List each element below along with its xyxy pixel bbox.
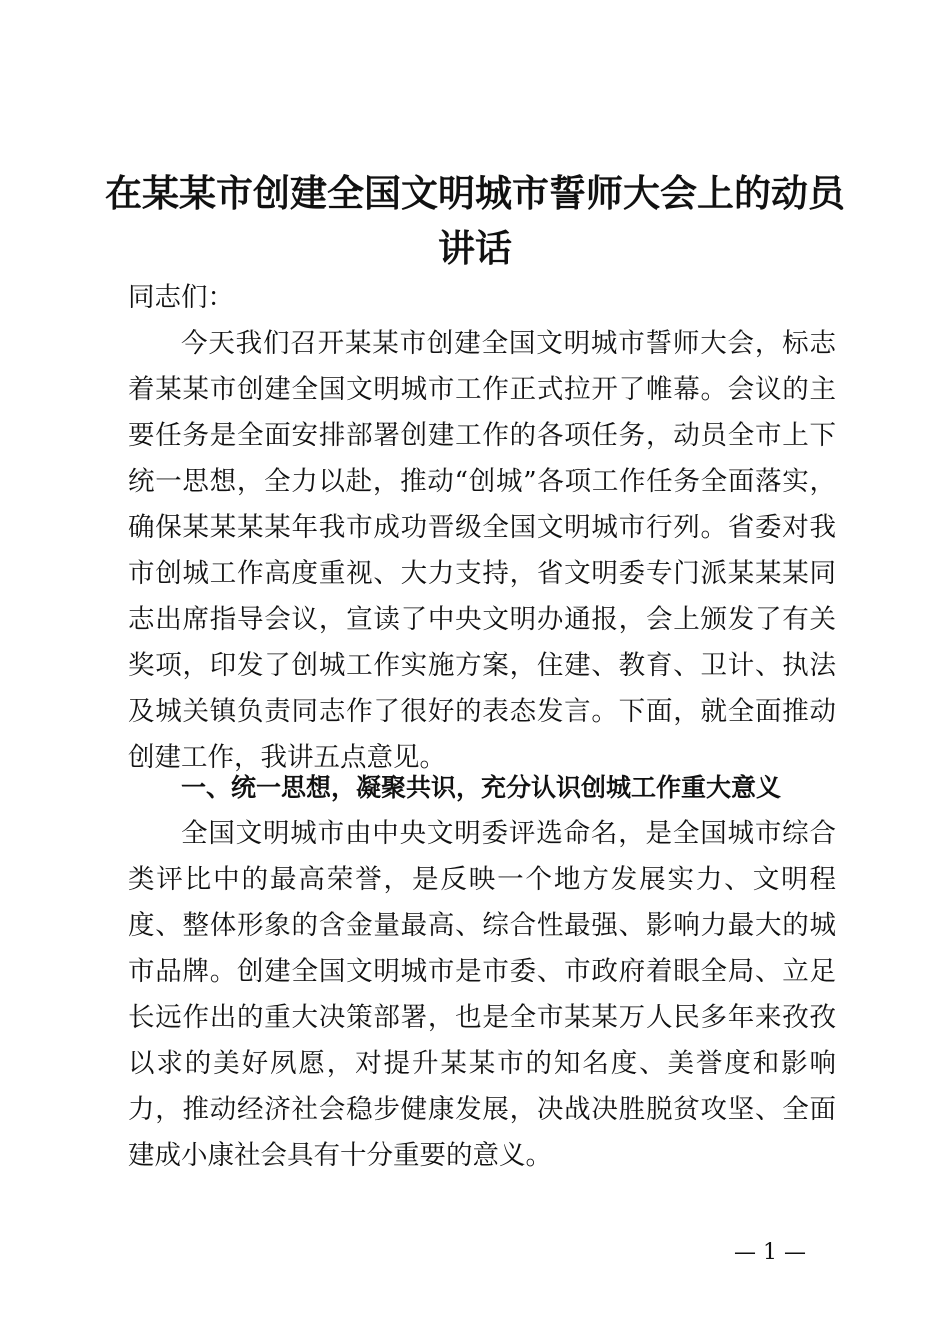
page-number: — 1 — [734,1240,806,1265]
section-heading-1: 一、统一思想，凝聚共识，充分认识创城工作重大意义 [181,773,782,802]
salutation: 同志们： [128,282,234,313]
paragraph-section-1: 全国文明城市由中央文明委评选命名，是全国城市综合类评比中的最高荣誉，是反映一个地方发展实力、文明程度、整体形象的含金量最高、综合性最强、影响力最大的城市品牌。创建全国文明城市是市委、市政府着眼全局、立足长远作出的重大决策部署，也是全市某某万人民多年来孜孜以求的美好夙愿，对提升某某市的知名度、美誉度和影响力，推动经济社会稳步健康发展，决战决胜脱贫攻坚、全面建成小康社会具有十分重要的意义。 [128,818,836,1171]
paragraph-intro: 今天我们召开某某市创建全国文明城市誓师大会，标志着某某市创建全国文明城市工作正式拉开了帷幕。会议的主要任务是全面安排部署创建工作的各项任务，动员全市上下统一思想，全力以赴，推动“创城”各项工作任务全面落实，确保某某某某年我市成功晋级全国文明城市行列。省委对我市创城工作高度重视、大力支持，省文明委专门派某某某同志出席指导会议，宣读了中央文明办通报，会上颁发了有关奖项，印发了创城工作实施方案，住建、教育、卫计、执法及城关镇负责同志作了很好的表态发言。下面，就全面推动创建工作，我讲五点意见。 [128,328,836,773]
document-title-line1: 在某某市创建全国文明城市誓师大会上的动员 [105,171,845,215]
document-title-line2: 讲话 [438,226,512,270]
